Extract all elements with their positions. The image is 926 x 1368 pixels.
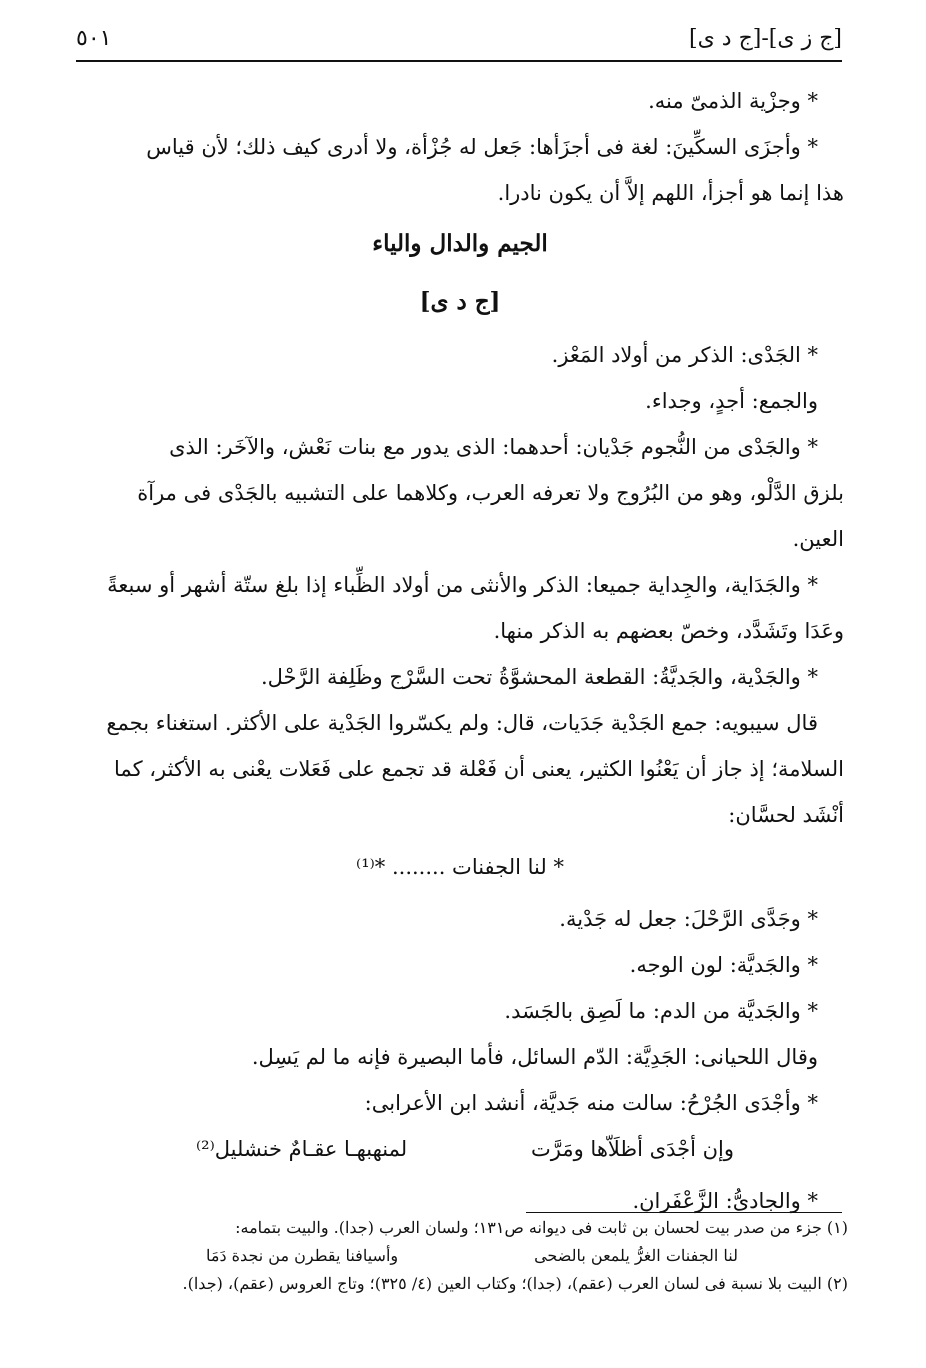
footnote-rule [526, 1212, 842, 1213]
verse-line: * لنا الجفنات ........ *⁽¹⁾ [356, 855, 564, 879]
text-line: وقال اللحيانى: الجَدِيَّة: الدّم السائل، فأما البصيرة فإنه ما لم يَسِل. [251, 1045, 818, 1069]
text-line: * والجَدْية، والجَديَّةُ: القطعة المحشوَّةُ تحت السَّرْج وظَلِفة الرَّحْل. [260, 665, 818, 689]
text-line: وعَدَا وتَشَدَّد، وخصّ بعضهم به الذكر منها. [493, 619, 844, 643]
text-line: أنْشَد لحسَّان: [728, 803, 844, 827]
text-line: بلزق الدَّلْو، وهو من البُرُوج ولا تعرفه العرب، وكلاهما على التشبيه بالجَدْى فى مرآة [137, 481, 844, 505]
page-header [76, 26, 842, 58]
footnote-verse-first-hemistich: لنا الجفنات الغرُّ يلمعن بالضحى [534, 1246, 738, 1265]
root-heading: [ج د ى] [419, 288, 501, 315]
text-line: * والجَديَّة: لون الوجه. [629, 953, 818, 977]
text-line: * والجَديَّة من الدم: ما لَصِق بالجَسَد. [504, 999, 818, 1023]
page-number: ٥٠١ [76, 26, 112, 51]
poem-second-hemistich: لمنهبهـا عقـامٌ خنشليل⁽²⁾ [196, 1137, 408, 1161]
text-line: * وجزْية الذمىّ منه. [648, 89, 818, 113]
text-line: السلامة؛ إذ جاز أن يَعْنُوا الكثير، يعنى أن فَعْلة قد تجمع على فَعَلات يعْنى به الأكثر، كما [114, 757, 844, 781]
header-rule [76, 60, 842, 62]
footnotes [76, 1214, 848, 1298]
text-line: قال سيبويه: جمع الجَدْية جَدَيات، قال: ولم يكسّروا الجَدْية على الأكثر. استغناء بجمع [106, 711, 818, 735]
footnote-1: (١) جزء من صدر بيت لحسان بن ثابت فى ديوانه ص١٣١؛ ولسان العرب (جدا). والبيت بتمامه: [235, 1218, 848, 1237]
text-line: * والجَدْى من النُّجوم جَدْيان: أحدهما: الذى يدور مع بنات نَعْش، والآخَر: الذى [169, 435, 818, 459]
text-line: * وجَدَّى الرَّحْلَ: جعل له جَدْية. [559, 907, 818, 931]
main-text [76, 78, 844, 1224]
footnote-2: (٢) البيت بلا نسبة فى لسان العرب (عقم)، (جدا)؛ وكتاب العين (٤/ ٣٢٥)؛ وتاج العروس (عقم)، (جدا). [182, 1274, 848, 1293]
footnote-verse-second-hemistich: وأسيافنا يقطرن من نجدة دَمَا [206, 1246, 399, 1265]
text-line: * الجَدْى: الذكر من أولاد المَعْز. [551, 343, 818, 367]
text-line: العين. [792, 527, 844, 551]
section-title: الجيم والدال والياء [372, 230, 548, 257]
text-line: هذا إنما هو أجزأ، اللهم إلاَّ أن يكون نادرا. [497, 181, 844, 205]
text-line: * والجَدَاية، والجِداية جميعا: الذكر والأنثى من أولاد الظِّباء إذا بلغ ستّة أشهر أو سبعةً [107, 573, 818, 597]
text-line: * والجادىُّ: الزَّعْفَران. [632, 1189, 818, 1213]
poem-first-hemistich: وإن أجْدَى أظلَاّها ومَرَّت [531, 1137, 734, 1161]
text-line: * وأجزَى السكِّينَ: لغة فى أجزَأها: جَعل له جُزْأة، ولا أدرى كيف ذلك؛ لأن قياس [146, 135, 818, 159]
running-title: [ج ز ى]-[ج د ى] [688, 26, 842, 51]
poem-verse [76, 1126, 844, 1178]
text-line: * وأجْدَى الجُرْحُ: سالت منه جَديَّة، أنشد ابن الأعرابى: [364, 1091, 818, 1115]
text-line: والجمع: أجدٍ، وجداء. [645, 389, 818, 413]
footnote-1-verse [76, 1242, 848, 1270]
